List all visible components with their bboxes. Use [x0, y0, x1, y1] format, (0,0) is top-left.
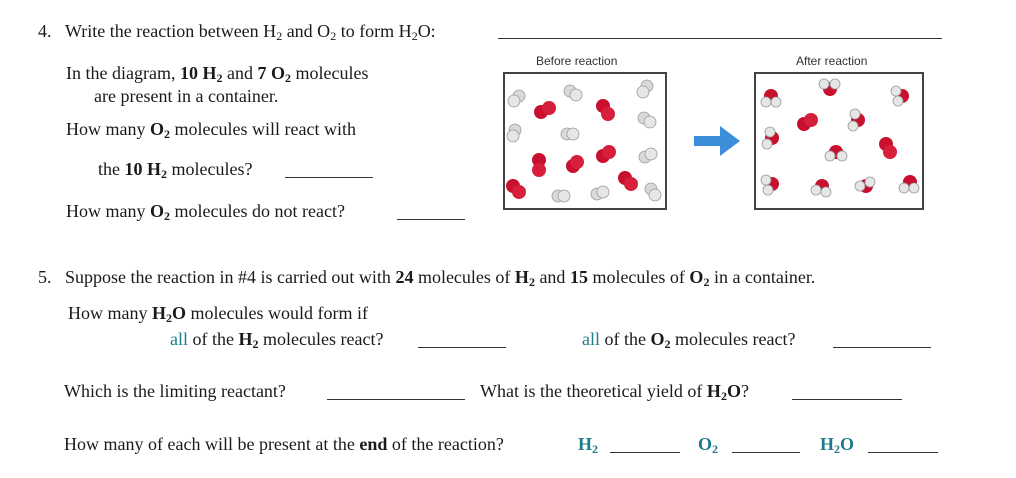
q5-yield-question — [480, 380, 749, 402]
q5-form-pre: How many — [68, 303, 152, 323]
h2o-molecule — [891, 86, 909, 106]
q4-react-line2-pre: the — [98, 159, 125, 179]
q4-diagram-text — [66, 62, 368, 84]
q4-prompt-post: to form H — [336, 21, 412, 41]
q5-prompt-mid2: and — [534, 267, 570, 287]
q4-prompt — [65, 20, 436, 42]
q4-prompt-o2-sub: 2 — [330, 29, 337, 43]
q4-prompt-and: and O — [282, 21, 331, 41]
q5-h2-react-h: H — [238, 329, 253, 349]
q5-h2-react-post: molecules react? — [258, 329, 384, 349]
q4-react-line2-sub: 2 — [161, 167, 168, 181]
q5-yield-sub: 2 — [720, 389, 727, 403]
h2-molecule — [645, 183, 661, 201]
q4-react-answer-blank[interactable] — [285, 163, 373, 178]
q5-end-h2o-label — [820, 433, 854, 455]
q4-diagram-pre: In the diagram, — [66, 63, 180, 83]
h2-molecule — [591, 186, 609, 200]
q5-prompt-pre: Suppose the reaction in #4 is carried out with — [65, 267, 396, 287]
q4-react-question-line2 — [98, 158, 252, 180]
q4-prompt-pre: Write the reaction between H — [65, 21, 277, 41]
q4-diagram-h2-sub: 2 — [216, 71, 223, 85]
q5-yield-o: O — [726, 381, 741, 401]
h2-molecule — [638, 112, 656, 128]
q5-o2-react-answer-blank[interactable] — [833, 333, 931, 348]
q5-yield-post: ? — [740, 381, 749, 401]
o2-molecule — [618, 171, 638, 191]
before-reaction-box — [503, 72, 667, 210]
after-molecules — [756, 74, 922, 208]
h2o-molecule — [761, 175, 779, 195]
before-molecules — [505, 74, 665, 208]
o2-molecule — [797, 113, 818, 131]
q5-end-o2-label — [698, 433, 718, 455]
q5-end-o2-o: O — [698, 434, 713, 454]
q4-react-o: O — [150, 119, 165, 139]
q4-prompt-h2o-sub: 2 — [411, 29, 418, 43]
q4-diagram-post: molecules — [291, 63, 369, 83]
h2-molecule — [637, 80, 653, 98]
q5-yield-answer-blank[interactable] — [792, 385, 902, 400]
h2o-molecule — [825, 145, 847, 161]
h2o-molecule — [811, 179, 831, 197]
q5-end-h2-label — [578, 433, 598, 455]
q5-o2-react-all: all — [582, 329, 600, 349]
reaction-arrow-icon — [694, 126, 740, 156]
q5-o2-react-post: molecules react? — [670, 329, 796, 349]
before-reaction-label: Before reaction — [536, 54, 618, 68]
h2-molecule — [639, 148, 657, 163]
q4-react-question — [66, 118, 356, 140]
q5-o2-count: 15 — [569, 267, 588, 287]
q4-prompt-h2-sub: 2 — [276, 29, 283, 43]
q5-o2-sub: 2 — [703, 275, 710, 289]
q5-end-o2-answer-blank[interactable] — [732, 438, 800, 453]
o2-molecule — [596, 99, 615, 121]
q5-limiting-answer-blank[interactable] — [327, 385, 465, 400]
h2-molecule — [507, 124, 521, 142]
q5-form-question — [68, 302, 368, 324]
q4-notreact-o: O — [150, 201, 165, 221]
q4-diagram-o2-sub: 2 — [285, 71, 291, 85]
h2-molecule — [552, 190, 570, 202]
q5-end-h2-h: H — [578, 434, 593, 454]
q4-number: 4. — [38, 21, 52, 41]
q4-notreact-sub: 2 — [164, 209, 171, 223]
q5-h2-react-pre: of the — [188, 329, 239, 349]
q5-yield-pre: What is the theoretical yield of — [480, 381, 707, 401]
o2-molecule — [879, 137, 897, 159]
q4-prompt-end: O: — [417, 21, 436, 41]
q5-h2-sub: 2 — [528, 275, 535, 289]
h2-molecule — [508, 90, 525, 107]
h2o-molecule — [848, 109, 865, 131]
q5-end-h2o-o: O — [840, 434, 855, 454]
q5-prompt-mid1: molecules of — [413, 267, 515, 287]
q5-h2-react-answer-blank[interactable] — [418, 333, 506, 348]
q5-end-bold: end — [359, 434, 388, 454]
o2-molecule — [566, 155, 584, 173]
q5-o2-react-pre: of the — [600, 329, 651, 349]
q5-end-h2o-h: H — [820, 434, 835, 454]
q4-diagram-line2: are present in a container. — [94, 86, 279, 106]
q5-number: 5. — [38, 267, 52, 287]
q4-diagram-h2: 10 H — [179, 63, 217, 83]
q5-h2-react-sub: 2 — [252, 337, 259, 351]
q5-o2: O — [689, 267, 704, 287]
after-reaction-box — [754, 72, 924, 210]
q5-end-question — [64, 433, 504, 455]
q5-o2-react-question — [582, 328, 795, 350]
q4-react-line2-post: molecules? — [167, 159, 253, 179]
q4-notreact-question — [66, 200, 345, 222]
q5-end-h2o-answer-blank[interactable] — [868, 438, 938, 453]
q4-notreact-answer-blank[interactable] — [397, 205, 465, 220]
q5-end-o2-sub: 2 — [712, 442, 719, 456]
q4-notreact-pre: How many — [66, 201, 150, 221]
q4-diagram-and: and — [222, 63, 258, 83]
q5-prompt-end: in a container. — [709, 267, 816, 287]
h2-molecule — [561, 128, 579, 140]
q5-yield-h: H — [706, 381, 721, 401]
o2-molecule — [596, 145, 616, 163]
q4-react-line2-h2: 10 H — [124, 159, 162, 179]
q4-diagram-o2: 7 O — [257, 63, 285, 83]
q5-end-h2-answer-blank[interactable] — [610, 438, 680, 453]
o2-molecule — [532, 153, 546, 177]
q5-h2-react-all: all — [170, 329, 188, 349]
h2o-molecule — [762, 127, 779, 149]
h2o-molecule — [819, 79, 840, 96]
h2-molecule — [564, 85, 582, 101]
q5-h2: H — [514, 267, 529, 287]
q4-equation-blank[interactable] — [498, 24, 942, 39]
after-reaction-label: After reaction — [796, 54, 868, 68]
q5-end-h2-sub: 2 — [592, 442, 599, 456]
h2o-molecule — [761, 89, 781, 107]
q5-end-h2o-sub: 2 — [834, 442, 841, 456]
q5-h2-react-question — [170, 328, 383, 350]
q5-form-sub: 2 — [166, 311, 173, 325]
h2o-molecule — [855, 177, 875, 193]
o2-molecule — [534, 101, 556, 119]
q4-notreact-post: molecules do not react? — [170, 201, 345, 221]
q5-form-post: molecules would form if — [186, 303, 368, 323]
h2o-molecule — [899, 175, 919, 193]
q5-form-h: H — [152, 303, 167, 323]
q5-prompt-mid3: molecules of — [587, 267, 690, 287]
q5-form-o: O — [172, 303, 187, 323]
q4-react-post: molecules will react with — [170, 119, 356, 139]
q4-react-pre: How many — [66, 119, 150, 139]
q5-h2-count: 24 — [395, 267, 414, 287]
q5-o2-react-sub: 2 — [664, 337, 671, 351]
q5-end-pre: How many of each will be present at the — [64, 434, 360, 454]
q5-o2-react-o: O — [650, 329, 665, 349]
q5-end-post: of the reaction? — [387, 434, 504, 454]
q5-limiting-question: Which is the limiting reactant? — [64, 381, 286, 401]
o2-molecule — [506, 179, 526, 199]
q5-prompt — [65, 266, 815, 288]
q4-react-sub: 2 — [164, 127, 171, 141]
